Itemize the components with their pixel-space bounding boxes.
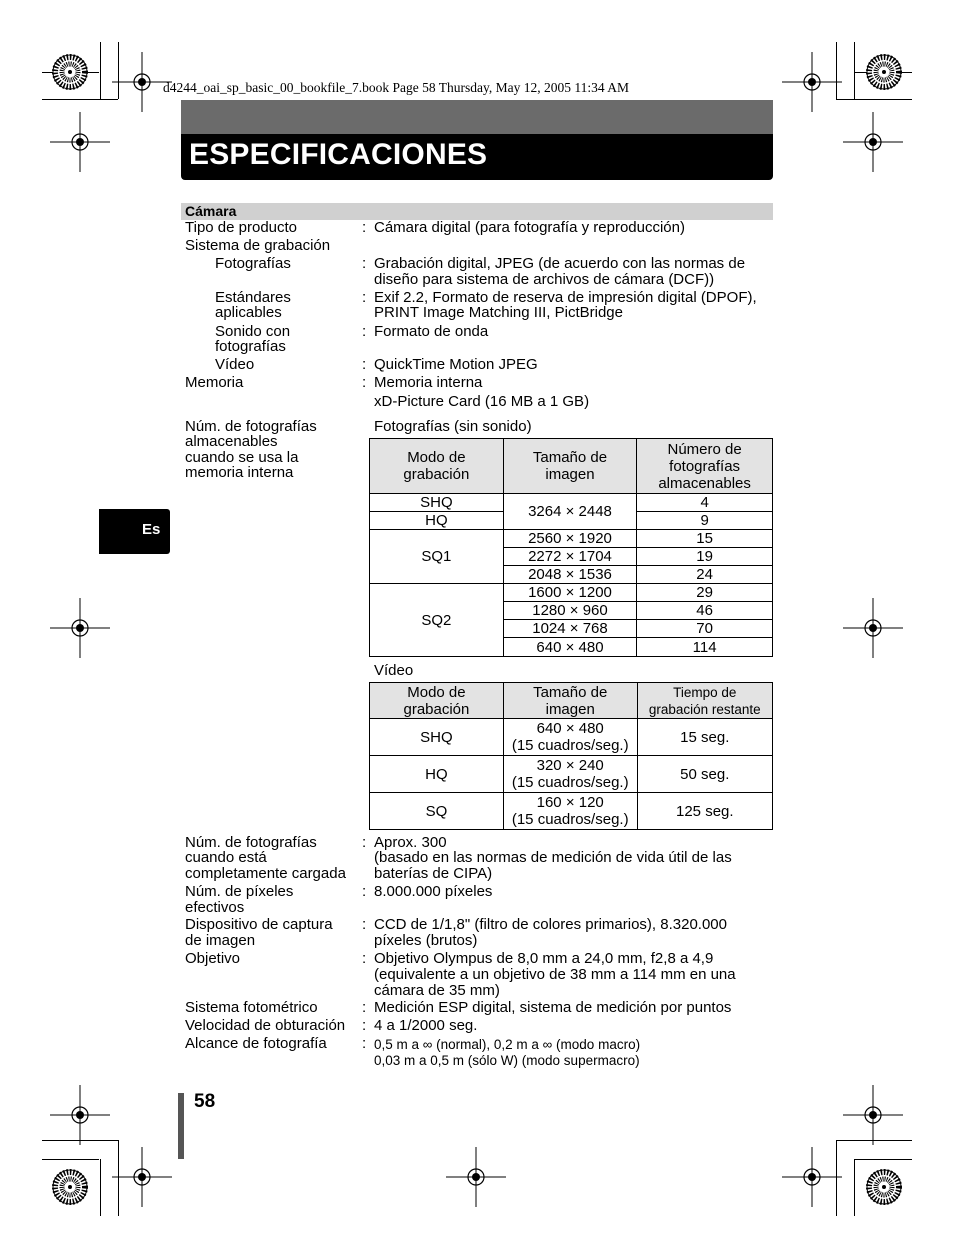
colon: : [362,834,367,851]
column-header: Número de fotografías almacenables [637,439,773,494]
language-tab [99,509,170,554]
colon: : [362,1035,367,1052]
size-text: 320 × 240 [536,757,604,774]
spec-label: cuando está [185,849,267,866]
table-row [370,530,773,548]
colon: : [362,374,367,391]
spec-value: diseño para sistema de archivos de cámara (DCF)) [374,271,715,288]
size-text: 160 × 120 [536,794,604,811]
spec-label: Vídeo [215,356,255,373]
size-cell: 1280 × 960 [503,602,636,620]
colon: : [362,255,367,272]
count-cell: 114 [637,638,773,657]
colon: : [362,950,367,967]
page-number-bar [178,1093,184,1159]
spec-label: memoria interna [185,464,294,481]
fps-text: (15 cuadros/seg.) [511,811,629,828]
colon: : [362,883,367,900]
table-row [370,494,773,512]
spec-value: Formato de onda [374,323,489,340]
column-header: Tamaño de imagen [503,439,636,494]
table-row [370,584,773,602]
spec-label: Memoria [185,374,244,391]
spec-value: Grabación digital, JPEG (de acuerdo con las normas de [374,255,746,272]
photo-capacity-table [369,438,773,657]
video-capacity-table [369,682,773,830]
spec-value: CCD de 1/1,8" (filtro de colores primarios), 8.320.000 [374,916,727,933]
spec-label: Alcance de fotografía [185,1035,327,1052]
spec-label: de imagen [185,932,256,949]
size-cell: 3264 × 2448 [503,494,636,530]
spec-label: aplicables [215,304,282,321]
size-cell: 2560 × 1920 [503,530,636,548]
time-cell: 50 seg. [637,756,772,793]
size-cell [503,793,637,830]
spec-value: cámara de 35 mm) [374,982,500,999]
size-cell [503,756,637,793]
spec-value: Objetivo Olympus de 8,0 mm a 24,0 mm, f2,8 a 4,9 [374,950,714,967]
mode-cell: SHQ [370,494,504,512]
size-cell: 1600 × 1200 [503,584,636,602]
count-cell: 46 [637,602,773,620]
mode-cell: SQ [370,793,504,830]
spec-label: efectivos [185,899,245,916]
title-bar-accent [181,100,773,136]
mode-cell: SQ1 [370,530,504,584]
spec-value: Medición ESP digital, sistema de medición por puntos [374,999,732,1016]
spec-label: Tipo de producto [185,219,298,236]
title-bar [181,134,773,180]
page-title: ESPECIFICACIONES [189,138,488,171]
colon: : [362,999,367,1016]
spec-value: (basado en las normas de medición de vida útil de las [374,849,732,866]
fps-text: (15 cuadros/seg.) [511,774,629,791]
spec-label: fotografías [215,338,286,355]
column-header: Tiempo de grabación restante [637,683,772,719]
count-cell: 19 [637,548,773,566]
spec-value: Memoria interna [374,374,483,391]
spec-value: Cámara digital (para fotografía y reproducción) [374,219,685,236]
spec-label: Sistema fotométrico [185,999,318,1016]
spec-label: Núm. de fotografías [185,834,317,851]
spec-label: cuando se usa la [185,449,299,466]
colon: : [362,323,367,340]
column-header: Tamaño de imagen [503,683,637,719]
table-header-row [370,683,773,719]
column-header: Modo de grabación [370,683,504,719]
table-caption: Fotografías (sin sonido) [374,418,532,435]
spec-value: 8.000.000 píxeles [374,883,493,900]
count-cell: 24 [637,566,773,584]
spec-value: píxeles (brutos) [374,932,478,949]
count-cell: 15 [637,530,773,548]
spec-label: Objetivo [185,950,241,967]
colon: : [362,916,367,933]
language-tab-label: Es [142,521,161,538]
table-row [370,756,773,793]
table-caption: Vídeo [374,662,414,679]
count-cell: 70 [637,620,773,638]
colon: : [362,289,367,306]
size-cell: 1024 × 768 [503,620,636,638]
table-row [370,793,773,830]
spec-label: Sonido con [215,323,291,340]
size-text: 640 × 480 [536,720,604,737]
time-cell: 125 seg. [637,793,772,830]
size-cell [503,719,637,756]
count-cell: 29 [637,584,773,602]
time-cell: 15 seg. [637,719,772,756]
count-cell: 9 [637,512,773,530]
spec-label: Núm. de píxeles [185,883,294,900]
spec-value: 0,5 m a ∞ (normal), 0,2 m a ∞ (modo macro) [374,1037,641,1052]
spec-label: almacenables [185,433,278,450]
spec-value: Aprox. 300 [374,834,447,851]
size-cell: 640 × 480 [503,638,636,657]
spec-label: Velocidad de obturación [185,1017,346,1034]
spec-value: (equivalente a un objetivo de 38 mm a 114 mm en una [374,966,736,983]
fps-text: (15 cuadros/seg.) [511,737,629,754]
spec-label: completamente cargada [185,865,346,882]
colon: : [362,356,367,373]
spec-label: Fotografías [215,255,291,272]
spec-value: baterías de CIPA) [374,865,493,882]
page-number: 58 [194,1091,216,1112]
spec-label: Dispositivo de captura [185,916,333,933]
spec-label: Núm. de fotografías [185,418,317,435]
mode-cell: SHQ [370,719,504,756]
spec-label: Sistema de grabación [185,237,331,254]
count-cell: 4 [637,494,773,512]
spec-label: Estándares [215,289,291,306]
section-header [181,203,773,220]
colon: : [362,1017,367,1034]
column-header: Modo de grabación [370,439,504,494]
size-cell: 2272 × 1704 [503,548,636,566]
print-header: d4244_oai_sp_basic_00_bookfile_7.book Page 58 Thursday, May 12, 2005 11:34 AM [163,80,629,95]
spec-value: 0,03 m a 0,5 m (sólo W) (modo supermacro) [374,1053,640,1068]
spec-value: 4 a 1/2000 seg. [374,1017,478,1034]
spec-value: PRINT Image Matching III, PictBridge [374,304,623,321]
section-title: Cámara [185,203,237,219]
mode-cell: HQ [370,512,504,530]
mode-cell: HQ [370,756,504,793]
mode-cell: SQ2 [370,584,504,657]
spec-value: QuickTime Motion JPEG [374,356,538,373]
spec-value: xD-Picture Card (16 MB a 1 GB) [374,393,590,410]
table-header-row [370,439,773,494]
colon: : [362,219,367,236]
table-row [370,719,773,756]
size-cell: 2048 × 1536 [503,566,636,584]
spec-value: Exif 2.2, Formato de reserva de impresión digital (DPOF), [374,289,757,306]
